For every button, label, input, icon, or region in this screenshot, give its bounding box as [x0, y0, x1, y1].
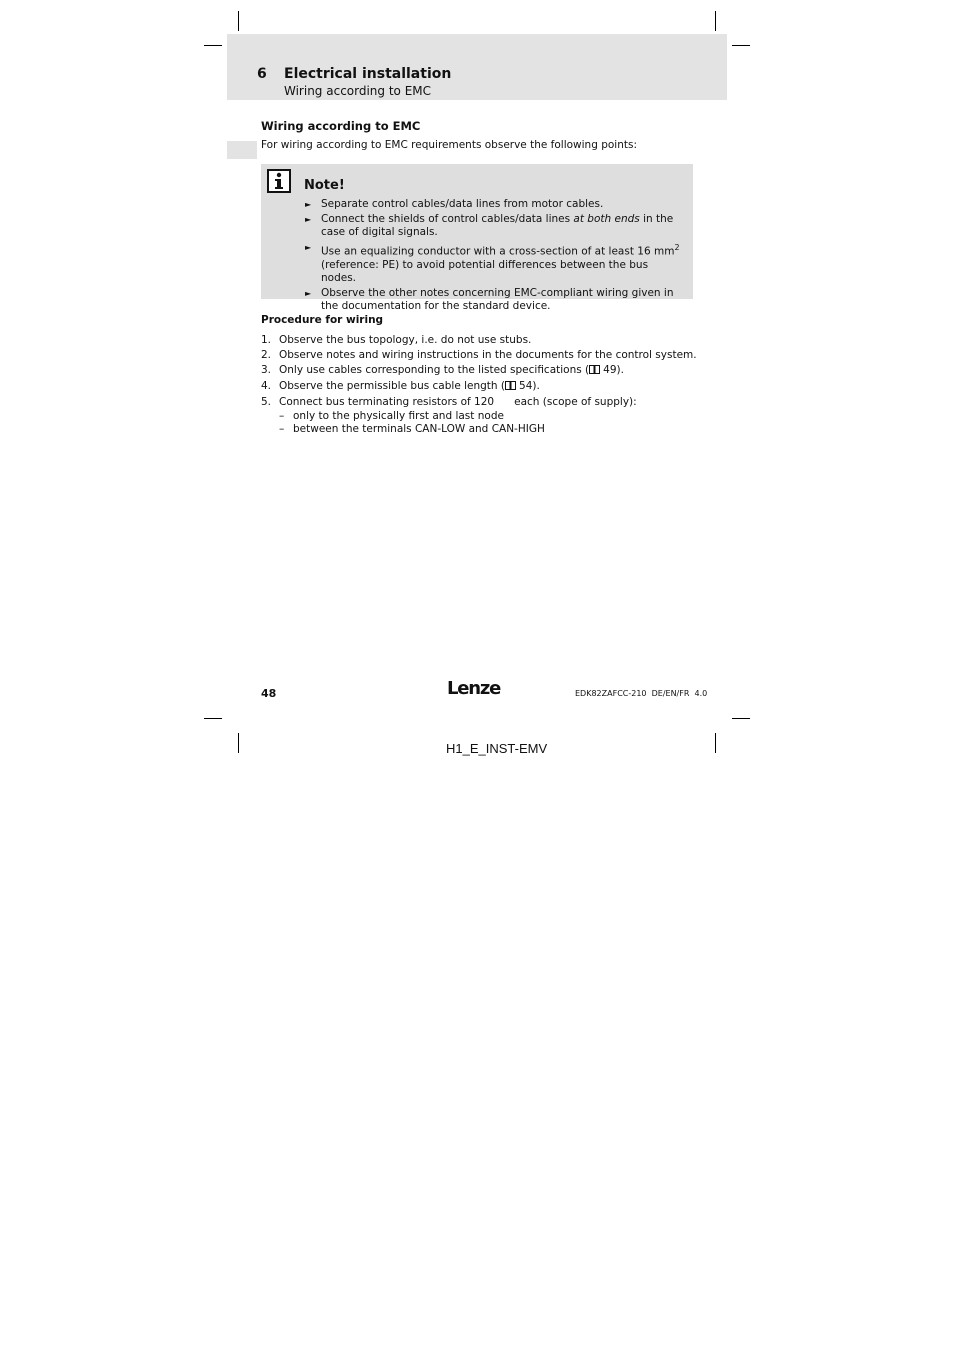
- page-number: 48: [261, 687, 277, 700]
- crop-mark: [204, 718, 222, 719]
- note-title: Note!: [304, 178, 345, 193]
- document-id: EDK82ZAFCC-210 DE/EN/FR 4.0: [575, 689, 708, 698]
- crop-mark: [238, 733, 239, 753]
- crop-mark: [732, 718, 750, 719]
- note-item: ► Connect the shields of control cables/data lines at both ends in the case of digital signals.: [305, 213, 674, 238]
- page-reference[interactable]: 54: [519, 380, 533, 392]
- crop-mark: [715, 11, 716, 31]
- procedure-sub-list: [279, 410, 701, 436]
- crop-mark: [715, 733, 716, 753]
- chapter-title: Electrical installation: [284, 66, 452, 82]
- bullet-arrow-icon: ►: [305, 200, 312, 209]
- bullet-arrow-icon: ►: [305, 215, 312, 224]
- lenze-logo: Lenze: [447, 678, 501, 699]
- procedure-step: 2. Observe notes and wiring instructions in the documents for the control system.: [261, 349, 697, 361]
- procedure-list: [261, 333, 701, 436]
- page-reference[interactable]: 49: [603, 364, 617, 376]
- book-icon: [505, 380, 516, 395]
- side-tab: [227, 141, 257, 159]
- chapter-number: 6: [257, 66, 267, 82]
- chapter-subtitle: Wiring according to EMC: [284, 84, 432, 98]
- note-list: [305, 198, 685, 315]
- bullet-arrow-icon: ►: [305, 288, 312, 298]
- procedure-step: 5. Connect bus terminating resistors of 120 each (scope of supply): – only to the physically first and last node – between the terminals CAN-LOW and CAN-HIGH: [261, 395, 701, 436]
- crop-mark: [732, 45, 750, 46]
- procedure-step: 4. Observe the permissible bus cable length ( 54).: [261, 379, 701, 395]
- procedure-step: 3. Only use cables corresponding to the listed specifications ( 49).: [261, 363, 701, 379]
- procedure-step: 1. Observe the bus topology, i.e. do not use stubs.: [261, 334, 532, 346]
- note-item: ► Separate control cables/data lines from motor cables.: [305, 198, 604, 210]
- list-item: – between the terminals CAN-LOW and CAN-HIGH: [279, 423, 545, 435]
- note-item: ► Use an equalizing conductor with a cross-section of at least 16 $mm^2$ (reference: PE) to avoid potential differences between the bus nodes.: [305, 243, 680, 284]
- note-box: [261, 164, 693, 312]
- section-heading: Wiring according to EMC: [261, 119, 421, 133]
- file-label: H1_E_INST-EMV: [446, 741, 548, 756]
- crop-mark: [238, 11, 239, 31]
- book-icon: [589, 364, 600, 379]
- info-icon: [267, 169, 291, 193]
- list-item: – only to the physically first and last node: [279, 410, 504, 422]
- section-intro: For wiring according to EMC requirements observe the following points:: [261, 139, 638, 151]
- procedure-heading: Procedure for wiring: [261, 314, 384, 326]
- note-item: ► Observe the other notes concerning EMC-compliant wiring given in the documentation for the standard device.: [305, 286, 674, 312]
- crop-mark: [204, 45, 222, 46]
- bullet-arrow-icon: ►: [305, 243, 312, 252]
